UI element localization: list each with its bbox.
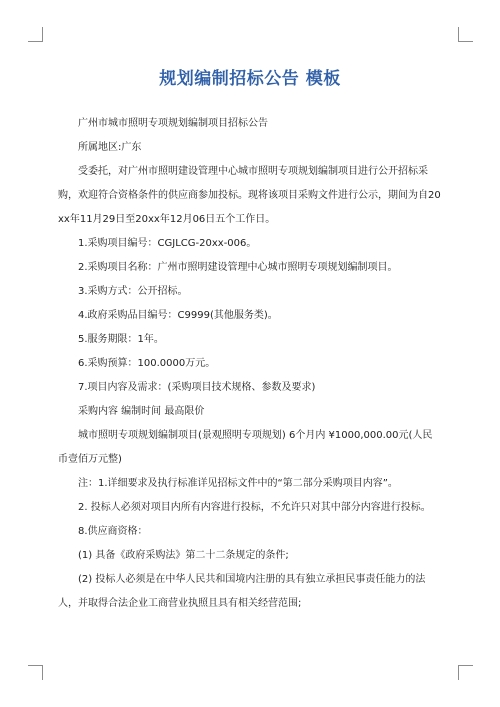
note-2: 2. 投标人必须对项目内所有内容进行投标，不允许只对其中部分内容进行投标。 bbox=[78, 502, 431, 513]
table-header-line: 采购内容 编制时间 最高限价 bbox=[78, 406, 205, 417]
qualification-1: (1) 具备《政府采购法》第二十二条规定的条件; bbox=[78, 550, 289, 561]
notice-heading: 广州市城市照明专项规划编制项目招标公告 bbox=[78, 118, 268, 129]
document-body bbox=[58, 112, 442, 616]
item-catalog-number: 4.政府采购品目编号：C9999(其他服务类)。 bbox=[78, 310, 278, 321]
table-row-line: 城市照明专项规划编制项目(景观照明专项规划) 6个月内 ¥1000,000.00元(人民币壹佰万元整) bbox=[58, 430, 433, 465]
item-project-name: 2.采购项目名称：广州市照明建设管理中心城市照明专项规划编制项目。 bbox=[78, 262, 398, 273]
item-supplier-qualification: 8.供应商资格： bbox=[78, 526, 148, 537]
crop-mark-top-left bbox=[28, 27, 43, 42]
qualification-2: (2) 投标人必须是在中华人民共和国境内注册的具有独立承担民事责任能力的法人，并取得合法企业工商营业执照且具有相关经营范围; bbox=[58, 574, 426, 609]
crop-mark-bottom-right bbox=[458, 665, 473, 680]
document-title: 规划编制招标公告 模板 bbox=[159, 69, 341, 89]
crop-mark-top-right bbox=[458, 27, 473, 42]
item-procurement-method: 3.采购方式：公开招标。 bbox=[78, 286, 188, 297]
item-service-period: 5.服务期限：1年。 bbox=[78, 334, 164, 345]
intro-paragraph: 受委托，对广州市照明建设管理中心城市照明专项规划编制项目进行公开招标采购，欢迎符合资格条件的供应商参加投标。现将该项目采购文件进行公示，期间为自20xx年11月29日至20xx年12月06日五个工作日。 bbox=[58, 166, 441, 225]
item-content-requirements: 7.项目内容及需求：(采购项目技术规格、参数及要求) bbox=[78, 382, 316, 393]
item-budget: 6.采购预算：100.0000万元。 bbox=[78, 358, 216, 369]
region-line: 所属地区:广东 bbox=[78, 142, 142, 153]
item-project-number: 1.采购项目编号：CGJLCG-20xx-006。 bbox=[78, 238, 257, 249]
note-1: 注：1.详细要求及执行标准详见招标文件中的“第二部分采购项目内容”。 bbox=[78, 478, 398, 489]
crop-mark-bottom-left bbox=[28, 665, 43, 680]
